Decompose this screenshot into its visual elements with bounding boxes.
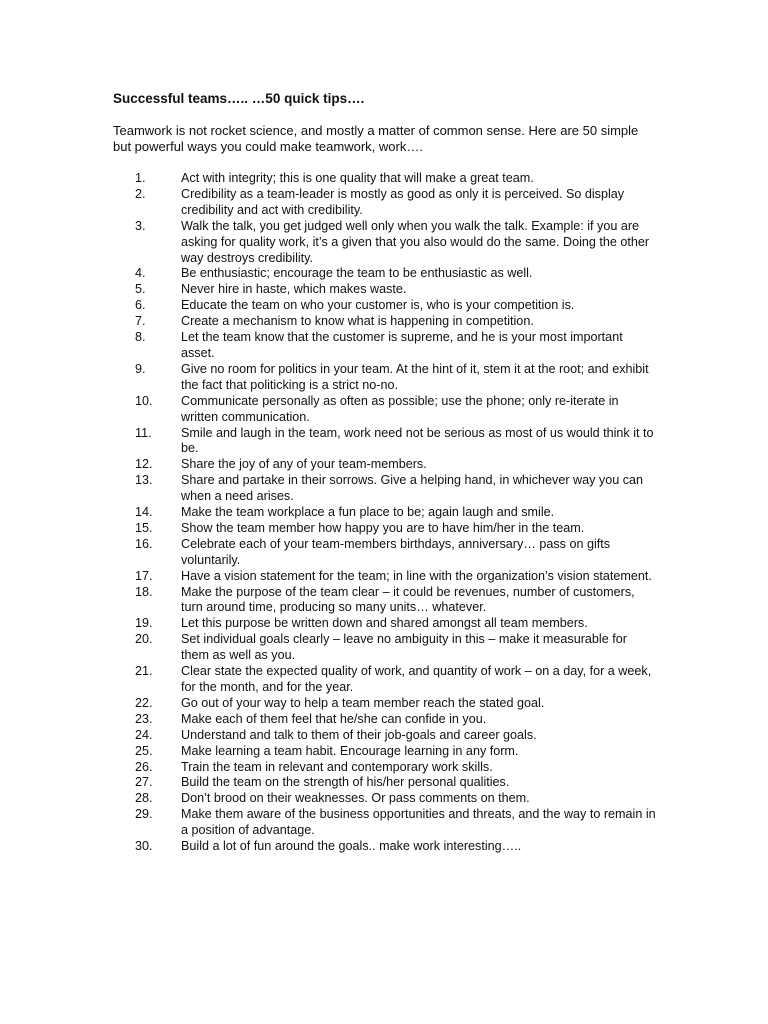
tip-item [113,744,658,760]
tip-text: Build a lot of fun around the goals.. make work interesting….. [181,839,522,854]
tip-item [113,664,658,696]
tip-number: 8. [135,330,146,345]
tip-number: 26. [135,759,153,774]
tip-number: 25. [135,743,153,758]
tip-text: Have a vision statement for the team; in line with the organization’s vision statement. [181,568,652,583]
tip-number: 23. [135,711,153,726]
tip-text: Show the team member how happy you are to have him/her in the team. [181,520,585,535]
tip-item [113,505,658,521]
tip-item [113,473,658,505]
tip-number: 20. [135,632,153,647]
tip-text: Create a mechanism to know what is happening in competition. [181,314,534,329]
tip-item [113,712,658,728]
tip-item [113,426,658,458]
tip-number: 11. [135,425,152,440]
tip-number: 28. [135,791,153,806]
tip-text: Let the team know that the customer is supreme, and he is your most important asset. [181,330,623,360]
tip-item [113,266,658,282]
tip-item [113,187,658,219]
tip-number: 7. [135,314,146,329]
tip-text: Make the team workplace a fun place to be; again laugh and smile. [181,505,555,520]
tip-number: 3. [135,218,146,233]
tip-number: 6. [135,298,146,313]
tip-item [113,760,658,776]
tip-text: Understand and talk to them of their job-goals and career goals. [181,727,537,742]
tip-item [113,282,658,298]
tip-text: Make each of them feel that he/she can confide in you. [181,711,487,726]
tip-item [113,728,658,744]
tip-text: Set individual goals clearly – leave no ambiguity in this – make it measurable for them as well as you. [181,632,627,663]
tip-text: Give no room for politics in your team. At the hint of it, stem it at the root; and exhibit the fact that politicking is a strict no-no. [181,361,649,392]
tip-text: Make the purpose of the team clear – it could be revenues, number of customers, turn around time, producing so many units… whatever. [181,584,635,615]
tip-number: 9. [135,361,146,376]
tip-number: 27. [135,775,153,790]
tip-text: Credibility as a team-leader is mostly as good as only it is perceived. So display credibility and act with credibility. [181,186,625,217]
tip-item [113,807,658,839]
tip-item [113,839,658,855]
tip-text: Smile and laugh in the team, work need not be serious as most of us would think it to be. [181,425,654,456]
tip-number: 13. [135,473,153,488]
tip-item [113,394,658,426]
tip-number: 21. [135,664,153,679]
tip-text: Clear state the expected quality of work, and quantity of work – on a day, for a week, for the month, and for the year. [181,664,652,694]
tip-number: 29. [135,807,153,822]
tip-item [113,171,658,187]
tip-number: 30. [135,839,153,854]
tip-text: Don’t brood on their weaknesses. Or pass comments on them. [181,791,530,806]
tip-item [113,314,658,330]
tip-number: 18. [135,584,153,599]
tip-text: Make learning a team habit. Encourage learning in any form. [181,743,519,758]
tip-number: 19. [135,616,153,631]
tip-text: Build the team on the strength of his/her personal qualities. [181,775,510,790]
tip-item [113,791,658,807]
tip-item [113,362,658,394]
tip-text: Walk the talk, you get judged well only when you walk the talk. Example: if you are asking for quality work, it’s a given that you also would do the same. Doing the other way destroys credibility. [181,218,650,265]
tip-text: Make them aware of the business opportunities and threats, and the way to remain in a position of advantage. [181,807,656,838]
tip-number: 4. [135,266,146,281]
tip-number: 17. [135,568,153,583]
tip-text: Share the joy of any of your team-members. [181,457,427,472]
tip-number: 5. [135,282,146,297]
tip-text: Go out of your way to help a team member reach the stated goal. [181,695,545,710]
tip-text: Train the team in relevant and contemporary work skills. [181,759,493,774]
tip-text: Be enthusiastic; encourage the team to be enthusiastic as well. [181,266,533,281]
tip-number: 16. [135,536,153,551]
tip-text: Act with integrity; this is one quality that will make a great team. [181,171,534,185]
tip-item [113,457,658,473]
tip-text: Educate the team on who your customer is, who is your competition is. [181,298,575,313]
document-title: Successful teams….. …50 quick tips…. [113,91,365,106]
tip-item [113,569,658,585]
tip-number: 24. [135,727,153,742]
tip-item [113,219,658,267]
tip-text: Never hire in haste, which makes waste. [181,282,407,297]
tip-text: Let this purpose be written down and shared amongst all team members. [181,616,588,631]
tip-text: Share and partake in their sorrows. Give a helping hand, in whichever way you can when a need arises. [181,473,644,504]
tip-item [113,521,658,537]
tip-item [113,775,658,791]
tip-item [113,585,658,617]
tip-item [113,537,658,569]
tip-number: 15. [135,520,153,535]
tip-text: Celebrate each of your team-members birthdays, anniversary… pass on gifts voluntarily. [181,536,611,567]
tip-item [113,632,658,664]
tip-number: 2. [135,186,146,201]
tip-number: 22. [135,695,153,710]
intro-paragraph: Teamwork is not rocket science, and mostly a matter of common sense. Here are 50 simple but powerful ways you could make teamwork, work…. [113,123,639,154]
tip-number: 10. [135,393,153,408]
tip-item [113,696,658,712]
tip-number: 12. [135,457,153,472]
tip-item [113,298,658,314]
tip-item [113,330,658,362]
tip-number: 14. [135,505,153,520]
tip-text: Communicate personally as often as possible; use the phone; only re-iterate in written communication. [181,393,619,424]
tip-number: 1. [135,171,146,185]
tips-list [113,171,658,855]
tip-item [113,616,658,632]
